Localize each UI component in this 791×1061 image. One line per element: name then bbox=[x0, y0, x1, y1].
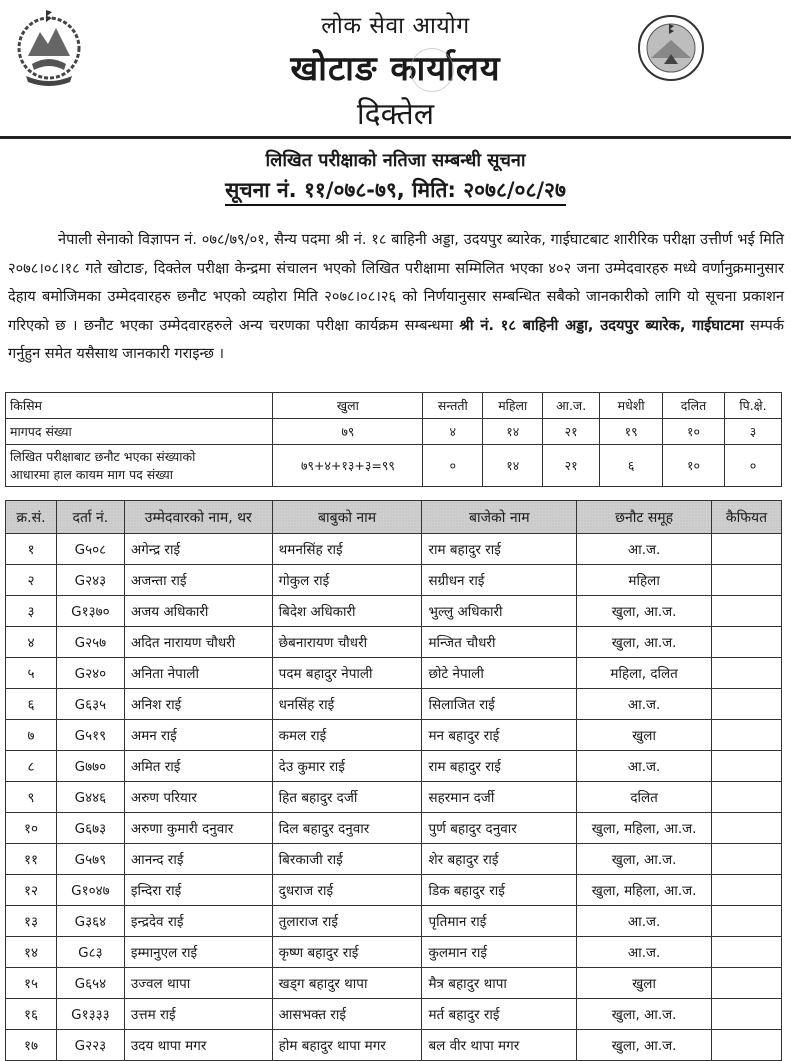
remarks-cell bbox=[712, 689, 782, 720]
remarks-cell bbox=[712, 534, 782, 565]
father-name-cell: दुधराज राई bbox=[272, 875, 422, 906]
table-row bbox=[6, 689, 782, 720]
office-location: दिक्तेल bbox=[356, 97, 435, 132]
grandfather-name-cell: कुलमान राई bbox=[422, 937, 577, 968]
registration-cell: G२४३ bbox=[56, 565, 124, 596]
serial-cell: २ bbox=[6, 565, 57, 596]
selection-group-cell: खुला, महिला, आ.ज. bbox=[577, 875, 712, 906]
remarks-cell bbox=[712, 844, 782, 875]
candidate-name-cell: अरुण परियार bbox=[124, 782, 272, 813]
table-row bbox=[6, 999, 782, 1030]
selection-group-cell: खुला, आ.ज. bbox=[577, 999, 712, 1030]
quota-cell: ४ bbox=[423, 419, 483, 445]
quota-header-cell: सन्तती bbox=[423, 393, 483, 419]
quota-cell: १४ bbox=[483, 419, 543, 445]
table-row bbox=[6, 813, 782, 844]
quota-cell: ६ bbox=[600, 445, 663, 487]
registration-cell: G१०४७ bbox=[56, 875, 124, 906]
header-serial: क्र.सं. bbox=[6, 501, 57, 534]
quota-cell: ७९ bbox=[273, 419, 423, 445]
remarks-cell bbox=[712, 565, 782, 596]
registration-cell: G२२३ bbox=[56, 1030, 124, 1061]
serial-cell: १७ bbox=[6, 1030, 57, 1061]
selection-group-cell: आ.ज. bbox=[577, 534, 712, 565]
quota-row-label bbox=[6, 445, 273, 487]
table-row bbox=[6, 751, 782, 782]
selection-group-cell: दलित bbox=[577, 782, 712, 813]
registration-cell: G१३७० bbox=[56, 596, 124, 627]
quota-header-row bbox=[6, 393, 782, 419]
quota-header-cell: महिला bbox=[483, 393, 543, 419]
father-name-cell: दिल बहादुर दनुवार bbox=[272, 813, 422, 844]
selection-group-cell: खुला bbox=[577, 968, 712, 999]
grandfather-name-cell: पृतिमान राई bbox=[422, 906, 577, 937]
remarks-cell bbox=[712, 627, 782, 658]
remarks-cell bbox=[712, 596, 782, 627]
quota-row-label-line: आधारमा हाल कायम माग पद संख्या bbox=[10, 466, 174, 482]
father-name-cell: थमनसिंह राई bbox=[272, 534, 422, 565]
table-row bbox=[6, 782, 782, 813]
candidate-name-cell: इन्द्रदेव राई bbox=[124, 906, 272, 937]
candidate-name-cell: अदित नारायण चौधरी bbox=[124, 627, 272, 658]
serial-cell: ४ bbox=[6, 627, 57, 658]
candidate-name-cell: अजय अधिकारी bbox=[124, 596, 272, 627]
candidate-name-cell: उदय थापा मगर bbox=[124, 1030, 272, 1061]
grandfather-name-cell: मन्जित चौधरी bbox=[422, 627, 577, 658]
father-name-cell: आसभक्त राई bbox=[272, 999, 422, 1030]
quota-row bbox=[6, 419, 782, 445]
father-name-cell: कृष्ण बहादुर राई bbox=[272, 937, 422, 968]
quota-cell: २१ bbox=[543, 419, 600, 445]
notice-reference-text: सूचना नं. ११/०७८-७९, मिति: २०७८/०८/२७ bbox=[225, 178, 566, 206]
table-row bbox=[6, 937, 782, 968]
candidate-name-cell: अजन्ता राई bbox=[124, 565, 272, 596]
grandfather-name-cell: भुल्लु अधिकारी bbox=[422, 596, 577, 627]
grandfather-name-cell: पुर्ण बहादुर दनुवार bbox=[422, 813, 577, 844]
header-father-name: बाबुको नाम bbox=[272, 501, 422, 534]
remarks-cell bbox=[712, 1030, 782, 1061]
results-table bbox=[5, 500, 782, 1061]
registration-cell: G४४६ bbox=[56, 782, 124, 813]
table-row bbox=[6, 596, 782, 627]
registration-cell: G५०८ bbox=[56, 534, 124, 565]
table-row bbox=[6, 844, 782, 875]
grandfather-name-cell: मन बहादुर राई bbox=[422, 720, 577, 751]
grandfather-name-cell: सग्रीधन राई bbox=[422, 565, 577, 596]
serial-cell: १० bbox=[6, 813, 57, 844]
serial-cell: १ bbox=[6, 534, 57, 565]
candidate-name-cell: इन्दिरा राई bbox=[124, 875, 272, 906]
notice-reference bbox=[0, 176, 791, 204]
candidate-name-cell: अनिता नेपाली bbox=[124, 658, 272, 689]
candidate-name-cell: अरुणा कुमारी दनुवार bbox=[124, 813, 272, 844]
selection-group-cell: आ.ज. bbox=[577, 751, 712, 782]
serial-cell: १५ bbox=[6, 968, 57, 999]
header-candidate-name: उम्मेदवारको नाम, थर bbox=[124, 501, 272, 534]
table-row bbox=[6, 627, 782, 658]
father-name-cell: बिदेश अधिकारी bbox=[272, 596, 422, 627]
remarks-cell bbox=[712, 968, 782, 999]
serial-cell: ८ bbox=[6, 751, 57, 782]
remarks-cell bbox=[712, 813, 782, 844]
office-name: खोटाङ कार्यालय bbox=[290, 49, 501, 89]
registration-cell: G६३५ bbox=[56, 689, 124, 720]
serial-cell: १६ bbox=[6, 999, 57, 1030]
quota-cell: ० bbox=[423, 445, 483, 487]
results-body bbox=[6, 534, 782, 1061]
office-stamp bbox=[410, 48, 454, 92]
grandfather-name-cell: मर्त बहादुर राई bbox=[422, 999, 577, 1030]
remarks-cell bbox=[712, 875, 782, 906]
quota-cell: ० bbox=[725, 445, 782, 487]
candidate-name-cell: अनिश राई bbox=[124, 689, 272, 720]
candidate-name-cell: अमित राई bbox=[124, 751, 272, 782]
quota-header-cell: मधेशी bbox=[600, 393, 663, 419]
serial-cell: ३ bbox=[6, 596, 57, 627]
selection-group-cell: खुला, आ.ज. bbox=[577, 1030, 712, 1061]
paragraph-part1: नेपाली सेनाको विज्ञापन नं. ०७८/७९/०१, सैन्य पदमा श्री नं. १८ बाहिनी अड्डा, उदयपुर ब्यारेक, गाईघाटबाट शारीरिक परीक्षा उत्तीर्ण भई मिति २०७८।०८।१८ गते खोटाङ, दिक्तेल परीक्षा केन्द्रमा संचालन भएको लिखित परीक्षामा सम्मिलित भएका ४०२ जना उम्मेदवारहरु मध्ये वर्णानुक्रमानुसार देहाय बमोजिमका उम्मेदवारहरु छनौट भएको व्यहोरा मिति २०७८।०८।२६ को निर्णयानुसार सम्बन्धित सबैको जानकारीको लागि यो सूचना प्रकाशन गरिएको छ । छनौट भएका उम्मेदवारहरुले अन्य चरणका परीक्षा कार्यक्रम सम्बन्धमा bbox=[8, 231, 784, 334]
serial-cell: ७ bbox=[6, 720, 57, 751]
grandfather-name-cell: बल वीर थापा मगर bbox=[422, 1030, 577, 1061]
organization-name: लोक सेवा आयोग bbox=[321, 13, 470, 39]
serial-cell: १३ bbox=[6, 906, 57, 937]
header-registration: दर्ता नं. bbox=[56, 501, 124, 534]
quota-cell: ७९+४+१३+३=९९ bbox=[273, 445, 423, 487]
candidate-name-cell: इम्मानुएल राई bbox=[124, 937, 272, 968]
table-row bbox=[6, 534, 782, 565]
remarks-cell bbox=[712, 782, 782, 813]
header-remarks: कैफियत bbox=[712, 501, 782, 534]
registration-cell: G६५४ bbox=[56, 968, 124, 999]
serial-cell: १४ bbox=[6, 937, 57, 968]
letterhead bbox=[0, 0, 791, 138]
results-header-row bbox=[6, 501, 782, 534]
quota-row-label-line: लिखित परीक्षाबाट छनौट भएका संख्याको bbox=[10, 448, 196, 464]
quota-cell: १० bbox=[663, 445, 725, 487]
father-name-cell: गोकुल राई bbox=[272, 565, 422, 596]
quota-header-cell: पि.क्षे. bbox=[725, 393, 782, 419]
psc-emblem-icon bbox=[636, 8, 706, 88]
candidate-name-cell: आनन्द राई bbox=[124, 844, 272, 875]
table-row bbox=[6, 658, 782, 689]
candidate-name-cell: उत्तम राई bbox=[124, 999, 272, 1030]
registration-cell: G८३ bbox=[56, 937, 124, 968]
father-name-cell: होम बहादुर थापा मगर bbox=[272, 1030, 422, 1061]
grandfather-name-cell: राम बहादुर राई bbox=[422, 534, 577, 565]
notice-title: लिखित परीक्षाको नतिजा सम्बन्धी सूचना bbox=[265, 150, 526, 171]
candidate-name-cell: उज्वल थापा bbox=[124, 968, 272, 999]
registration-cell: G५१९ bbox=[56, 720, 124, 751]
table-row bbox=[6, 565, 782, 596]
table-row bbox=[6, 968, 782, 999]
header-selection-group: छनौट समूह bbox=[577, 501, 712, 534]
quota-cell: २१ bbox=[543, 445, 600, 487]
father-name-cell: तुलाराज राई bbox=[272, 906, 422, 937]
selection-group-cell: खुला, आ.ज. bbox=[577, 844, 712, 875]
table-row bbox=[6, 906, 782, 937]
quota-header-cell: आ.ज. bbox=[543, 393, 600, 419]
selection-group-cell: आ.ज. bbox=[577, 906, 712, 937]
quota-header-cell: किसिम bbox=[6, 393, 273, 419]
father-name-cell: हित बहादुर दर्जी bbox=[272, 782, 422, 813]
serial-cell: १२ bbox=[6, 875, 57, 906]
remarks-cell bbox=[712, 999, 782, 1030]
notice-paragraph bbox=[8, 226, 784, 369]
serial-cell: ९ bbox=[6, 782, 57, 813]
grandfather-name-cell: छोटे नेपाली bbox=[422, 658, 577, 689]
registration-cell: G२५७ bbox=[56, 627, 124, 658]
registration-cell: G३६४ bbox=[56, 906, 124, 937]
registration-cell: G७७० bbox=[56, 751, 124, 782]
candidate-name-cell: अमन राई bbox=[124, 720, 272, 751]
grandfather-name-cell: राम बहादुर राई bbox=[422, 751, 577, 782]
registration-cell: G६७३ bbox=[56, 813, 124, 844]
father-name-cell: छेबनारायण चौधरी bbox=[272, 627, 422, 658]
grandfather-name-cell: शेर बहादुर राई bbox=[422, 844, 577, 875]
selection-group-cell: खुला, महिला, आ.ज. bbox=[577, 813, 712, 844]
selection-group-cell: खुला, आ.ज. bbox=[577, 627, 712, 658]
father-name-cell: खड्ग बहादुर थापा bbox=[272, 968, 422, 999]
quota-cell: ३ bbox=[725, 419, 782, 445]
table-row bbox=[6, 875, 782, 906]
quota-cell: १४ bbox=[483, 445, 543, 487]
registration-cell: G१३३३ bbox=[56, 999, 124, 1030]
father-name-cell: पदम बहादुर नेपाली bbox=[272, 658, 422, 689]
header-divider bbox=[0, 136, 791, 139]
quota-cell: १० bbox=[663, 419, 725, 445]
father-name-cell: देउ कुमार राई bbox=[272, 751, 422, 782]
remarks-cell bbox=[712, 751, 782, 782]
serial-cell: ६ bbox=[6, 689, 57, 720]
serial-cell: ५ bbox=[6, 658, 57, 689]
selection-group-cell: महिला, दलित bbox=[577, 658, 712, 689]
remarks-cell bbox=[712, 937, 782, 968]
header-grandfather-name: बाजेको नाम bbox=[422, 501, 577, 534]
quota-row-label: मागपद संख्या bbox=[6, 419, 273, 445]
selection-group-cell: महिला bbox=[577, 565, 712, 596]
grandfather-name-cell: सिलाजित राई bbox=[422, 689, 577, 720]
grandfather-name-cell: मैत्र बहादुर थापा bbox=[422, 968, 577, 999]
quota-header-cell: खुला bbox=[273, 393, 423, 419]
father-name-cell: बिरकाजी राई bbox=[272, 844, 422, 875]
registration-cell: G५७९ bbox=[56, 844, 124, 875]
quota-header-cell: दलित bbox=[663, 393, 725, 419]
remarks-cell bbox=[712, 658, 782, 689]
father-name-cell: कमल राई bbox=[272, 720, 422, 751]
father-name-cell: धनसिंह राई bbox=[272, 689, 422, 720]
table-row bbox=[6, 1030, 782, 1061]
candidate-name-cell: अगेन्द्र राई bbox=[124, 534, 272, 565]
quota-table bbox=[5, 392, 782, 487]
selection-group-cell: आ.ज. bbox=[577, 937, 712, 968]
selection-group-cell: आ.ज. bbox=[577, 689, 712, 720]
serial-cell: ११ bbox=[6, 844, 57, 875]
selection-group-cell: खुला, आ.ज. bbox=[577, 596, 712, 627]
quota-cell: १९ bbox=[600, 419, 663, 445]
grandfather-name-cell: सहरमान दर्जी bbox=[422, 782, 577, 813]
selection-group-cell: खुला bbox=[577, 720, 712, 751]
remarks-cell bbox=[712, 720, 782, 751]
grandfather-name-cell: डिक बहादुर राई bbox=[422, 875, 577, 906]
quota-row bbox=[6, 445, 782, 487]
registration-cell: G२४० bbox=[56, 658, 124, 689]
table-row bbox=[6, 720, 782, 751]
remarks-cell bbox=[712, 906, 782, 937]
paragraph-part2: सम्पर्क गर्नुहुन समेत यसैसाथ जानकारी गराइन्छ । bbox=[8, 316, 785, 362]
paragraph-contact-location: श्री नं. १८ बाहिनी अड्डा, उदयपुर ब्यारेक, गाईघाटमा bbox=[459, 316, 744, 334]
